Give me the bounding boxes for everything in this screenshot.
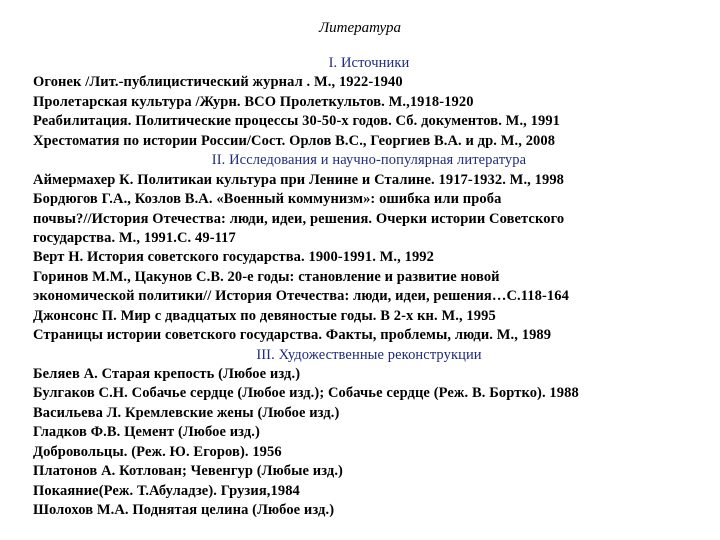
bibliography-entry: Верт Н. История советского государства. 1900-1991. М., 1992 <box>33 249 435 266</box>
bibliography-entry: Горинов М.М., Цакунов С.В. 20-е годы: становление и развитие новой <box>33 268 500 285</box>
bibliography-entry: Булгаков С.Н. Собачье сердце (Любое изд.); Собачье сердце (Реж. В. Бортко). 1988 <box>33 385 579 402</box>
section-heading-sources: I. Источники <box>328 55 410 71</box>
bibliography-entry: Гладков Ф.В. Цемент (Любое изд.) <box>33 424 260 441</box>
bibliography-entry: Реабилитация. Политические процессы 30-50-х годов. Сб. документов. М., 1991 <box>33 113 561 130</box>
bibliography-entry: Добровольцы. (Реж. Ю. Егоров). 1956 <box>33 443 282 460</box>
bibliography-entry: Покаяние(Реж. Т.Абуладзе). Грузия,1984 <box>33 482 300 499</box>
bibliography-entry: Хрестоматия по истории России/Сост. Орлов В.С., Георгиев В.А. и др. М., 2008 <box>33 132 556 149</box>
bibliography-entry: Платонов А. Котлован; Чевенгур (Любые изд.) <box>33 463 343 480</box>
bibliography-entry: Шолохов М.А. Поднятая целина (Любое изд.) <box>33 502 335 519</box>
bibliography <box>33 54 705 521</box>
bibliography-entry: Беляев А. Старая крепость (Любое изд.) <box>33 366 301 382</box>
bibliography-entry: Страницы истории советского государства. Факты, проблемы, люди. М., 1989 <box>33 327 552 344</box>
section-heading-artistic: III. Художественные реконструкции <box>256 346 482 363</box>
page-title: Литература <box>318 20 402 36</box>
bibliography-entry: Аймермахер К. Политикаи культура при Ленине и Сталине. 1917-1932. М., 1998 <box>33 171 565 188</box>
bibliography-entry: почвы?//История Отечества: люди, идеи, решения. Очерки истории Советского <box>33 210 565 227</box>
bibliography-entry: Джонсонс П. Мир с двадцатых по девяностые годы. В 2-х кн. М., 1995 <box>33 307 496 324</box>
bibliography-entry: государства. М., 1991.С. 49-117 <box>33 229 236 246</box>
bibliography-entry: Васильева Л. Кремлевские жены (Любое изд.) <box>33 404 340 421</box>
bibliography-entry: Бордюгов Г.А., Козлов В.А. «Военный коммунизм»: ошибка или проба <box>33 191 502 208</box>
bibliography-entry: экономической политики// История Отечества: люди, идеи, решения…С.118-164 <box>33 288 569 305</box>
section-heading-research: II. Исследования и научно-популярная литература <box>211 152 527 169</box>
bibliography-entry: Пролетарская культура /Журн. ВСО Пролеткультов. М.,1918-1920 <box>33 93 474 110</box>
bibliography-entry: Огонек /Лит.-публицистический журнал . М., 1922-1940 <box>33 74 403 91</box>
